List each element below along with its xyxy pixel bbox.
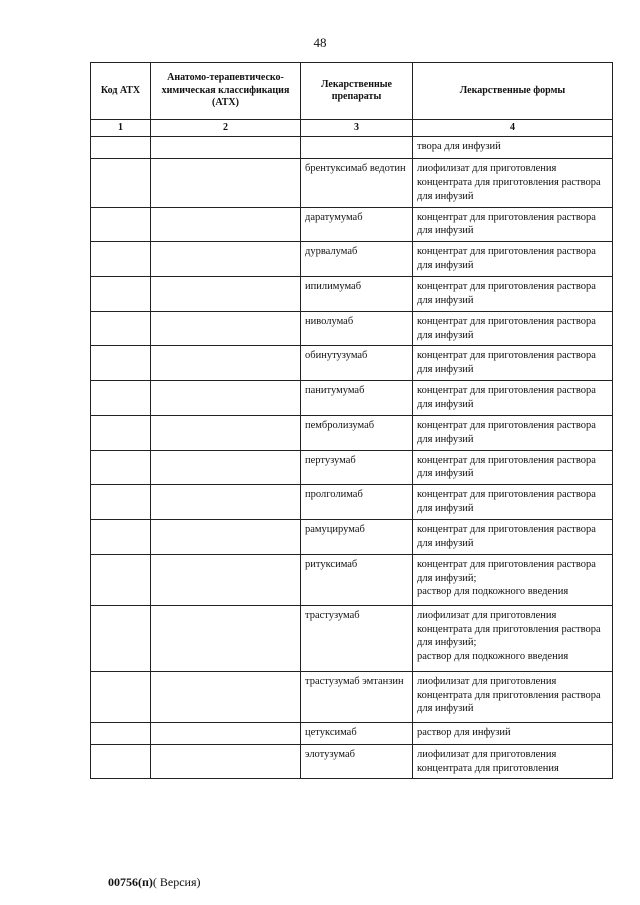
dosage-form-cell: лиофилизат для приготовления концентрата для приготовления раствора для инфузий; раствор для подкожного введения: [413, 605, 613, 671]
table-row: [91, 485, 613, 520]
atc-code-cell: [91, 744, 151, 779]
atc-class-cell: [151, 605, 301, 671]
dosage-form-cell: концентрат для приготовления раствора для инфузий: [413, 381, 613, 416]
drug-classification-table: [90, 62, 613, 779]
dosage-form-cell: концентрат для приготовления раствора для инфузий: [413, 207, 613, 242]
document-code: 00756(п): [108, 875, 153, 889]
dosage-form-cell: концентрат для приготовления раствора для инфузий: [413, 450, 613, 485]
table-row: [91, 554, 613, 605]
atc-code-cell: [91, 381, 151, 416]
dosage-form-cell: лиофилизат для приготовления концентрата для приготовления: [413, 744, 613, 779]
drug-name-cell: даратумумаб: [301, 207, 413, 242]
atc-code-cell: [91, 159, 151, 208]
table-row: [91, 159, 613, 208]
drug-name-cell: элотузумаб: [301, 744, 413, 779]
atc-code-cell: [91, 722, 151, 744]
drug-name-cell: ниволумаб: [301, 311, 413, 346]
atc-code-cell: [91, 346, 151, 381]
drug-name-cell: ритуксимаб: [301, 554, 413, 605]
atc-class-cell: [151, 242, 301, 277]
table-row: [91, 415, 613, 450]
atc-code-cell: [91, 277, 151, 312]
table-row: [91, 207, 613, 242]
table-row: [91, 346, 613, 381]
atc-class-cell: [151, 554, 301, 605]
atc-class-cell: [151, 485, 301, 520]
atc-class-cell: [151, 207, 301, 242]
atc-code-cell: [91, 605, 151, 671]
table-row: [91, 605, 613, 671]
header-atc-code: Код АТХ: [91, 63, 151, 120]
table-header-row: [91, 63, 613, 120]
drug-name-cell: панитумумаб: [301, 381, 413, 416]
atc-class-cell: [151, 159, 301, 208]
dosage-form-cell: концентрат для приготовления раствора для инфузий: [413, 242, 613, 277]
dosage-form-cell: раствор для инфузий: [413, 722, 613, 744]
atc-code-cell: [91, 485, 151, 520]
table-row: [91, 381, 613, 416]
dosage-form-cell: концентрат для приготовления раствора для инфузий: [413, 346, 613, 381]
drug-name-cell: дурвалумаб: [301, 242, 413, 277]
table-row: [91, 277, 613, 312]
dosage-form-cell: концентрат для приготовления раствора для инфузий; раствор для подкожного введения: [413, 554, 613, 605]
dosage-form-cell: твора для инфузий: [413, 137, 613, 159]
table-row: [91, 137, 613, 159]
atc-class-cell: [151, 137, 301, 159]
drug-name-cell: пембролизумаб: [301, 415, 413, 450]
table-row: [91, 450, 613, 485]
drug-name-cell: трастузумаб: [301, 605, 413, 671]
atc-code-cell: [91, 450, 151, 485]
atc-code-cell: [91, 554, 151, 605]
dosage-form-cell: концентрат для приготовления раствора для инфузий: [413, 277, 613, 312]
atc-class-cell: [151, 346, 301, 381]
atc-class-cell: [151, 381, 301, 416]
table-row: [91, 744, 613, 779]
atc-class-cell: [151, 520, 301, 555]
document-version: ( Версия): [152, 875, 201, 889]
atc-class-cell: [151, 744, 301, 779]
column-number-row: [91, 120, 613, 137]
atc-code-cell: [91, 520, 151, 555]
dosage-form-cell: лиофилизат для приготовления концентрата для приготовления раствора для инфузий: [413, 159, 613, 208]
atc-code-cell: [91, 415, 151, 450]
table-row: [91, 671, 613, 722]
column-number: 1: [91, 120, 151, 137]
dosage-form-cell: концентрат для приготовления раствора для инфузий: [413, 415, 613, 450]
atc-code-cell: [91, 137, 151, 159]
dosage-form-cell: лиофилизат для приготовления концентрата для приготовления раствора для инфузий: [413, 671, 613, 722]
atc-code-cell: [91, 207, 151, 242]
atc-code-cell: [91, 671, 151, 722]
drug-name-cell: [301, 137, 413, 159]
drug-name-cell: трастузумаб эмтанзин: [301, 671, 413, 722]
atc-class-cell: [151, 722, 301, 744]
dosage-form-cell: концентрат для приготовления раствора для инфузий: [413, 485, 613, 520]
drug-name-cell: цетуксимаб: [301, 722, 413, 744]
table-body: [91, 137, 613, 779]
document-footer: [108, 875, 201, 890]
table-row: [91, 242, 613, 277]
dosage-form-cell: концентрат для приготовления раствора для инфузий: [413, 311, 613, 346]
atc-class-cell: [151, 277, 301, 312]
drug-name-cell: рамуцирумаб: [301, 520, 413, 555]
column-number: 2: [151, 120, 301, 137]
drug-name-cell: обинутузумаб: [301, 346, 413, 381]
drug-name-cell: брентуксимаб ведотин: [301, 159, 413, 208]
header-dosage-forms: Лекарственные формы: [413, 63, 613, 120]
column-number: 3: [301, 120, 413, 137]
table-row: [91, 311, 613, 346]
atc-class-cell: [151, 450, 301, 485]
atc-class-cell: [151, 311, 301, 346]
atc-code-cell: [91, 242, 151, 277]
atc-class-cell: [151, 415, 301, 450]
drug-name-cell: пертузумаб: [301, 450, 413, 485]
table-row: [91, 722, 613, 744]
atc-code-cell: [91, 311, 151, 346]
drug-name-cell: пролголимаб: [301, 485, 413, 520]
drug-name-cell: ипилимумаб: [301, 277, 413, 312]
dosage-form-cell: концентрат для приготовления раствора для инфузий: [413, 520, 613, 555]
page-number: 48: [313, 35, 327, 50]
header-atc-classification: Анатомо-терапевтическо-химическая классификация (АТХ): [151, 63, 301, 120]
header-drugs: Лекарственные препараты: [301, 63, 413, 120]
table-row: [91, 520, 613, 555]
column-number: 4: [413, 120, 613, 137]
atc-class-cell: [151, 671, 301, 722]
